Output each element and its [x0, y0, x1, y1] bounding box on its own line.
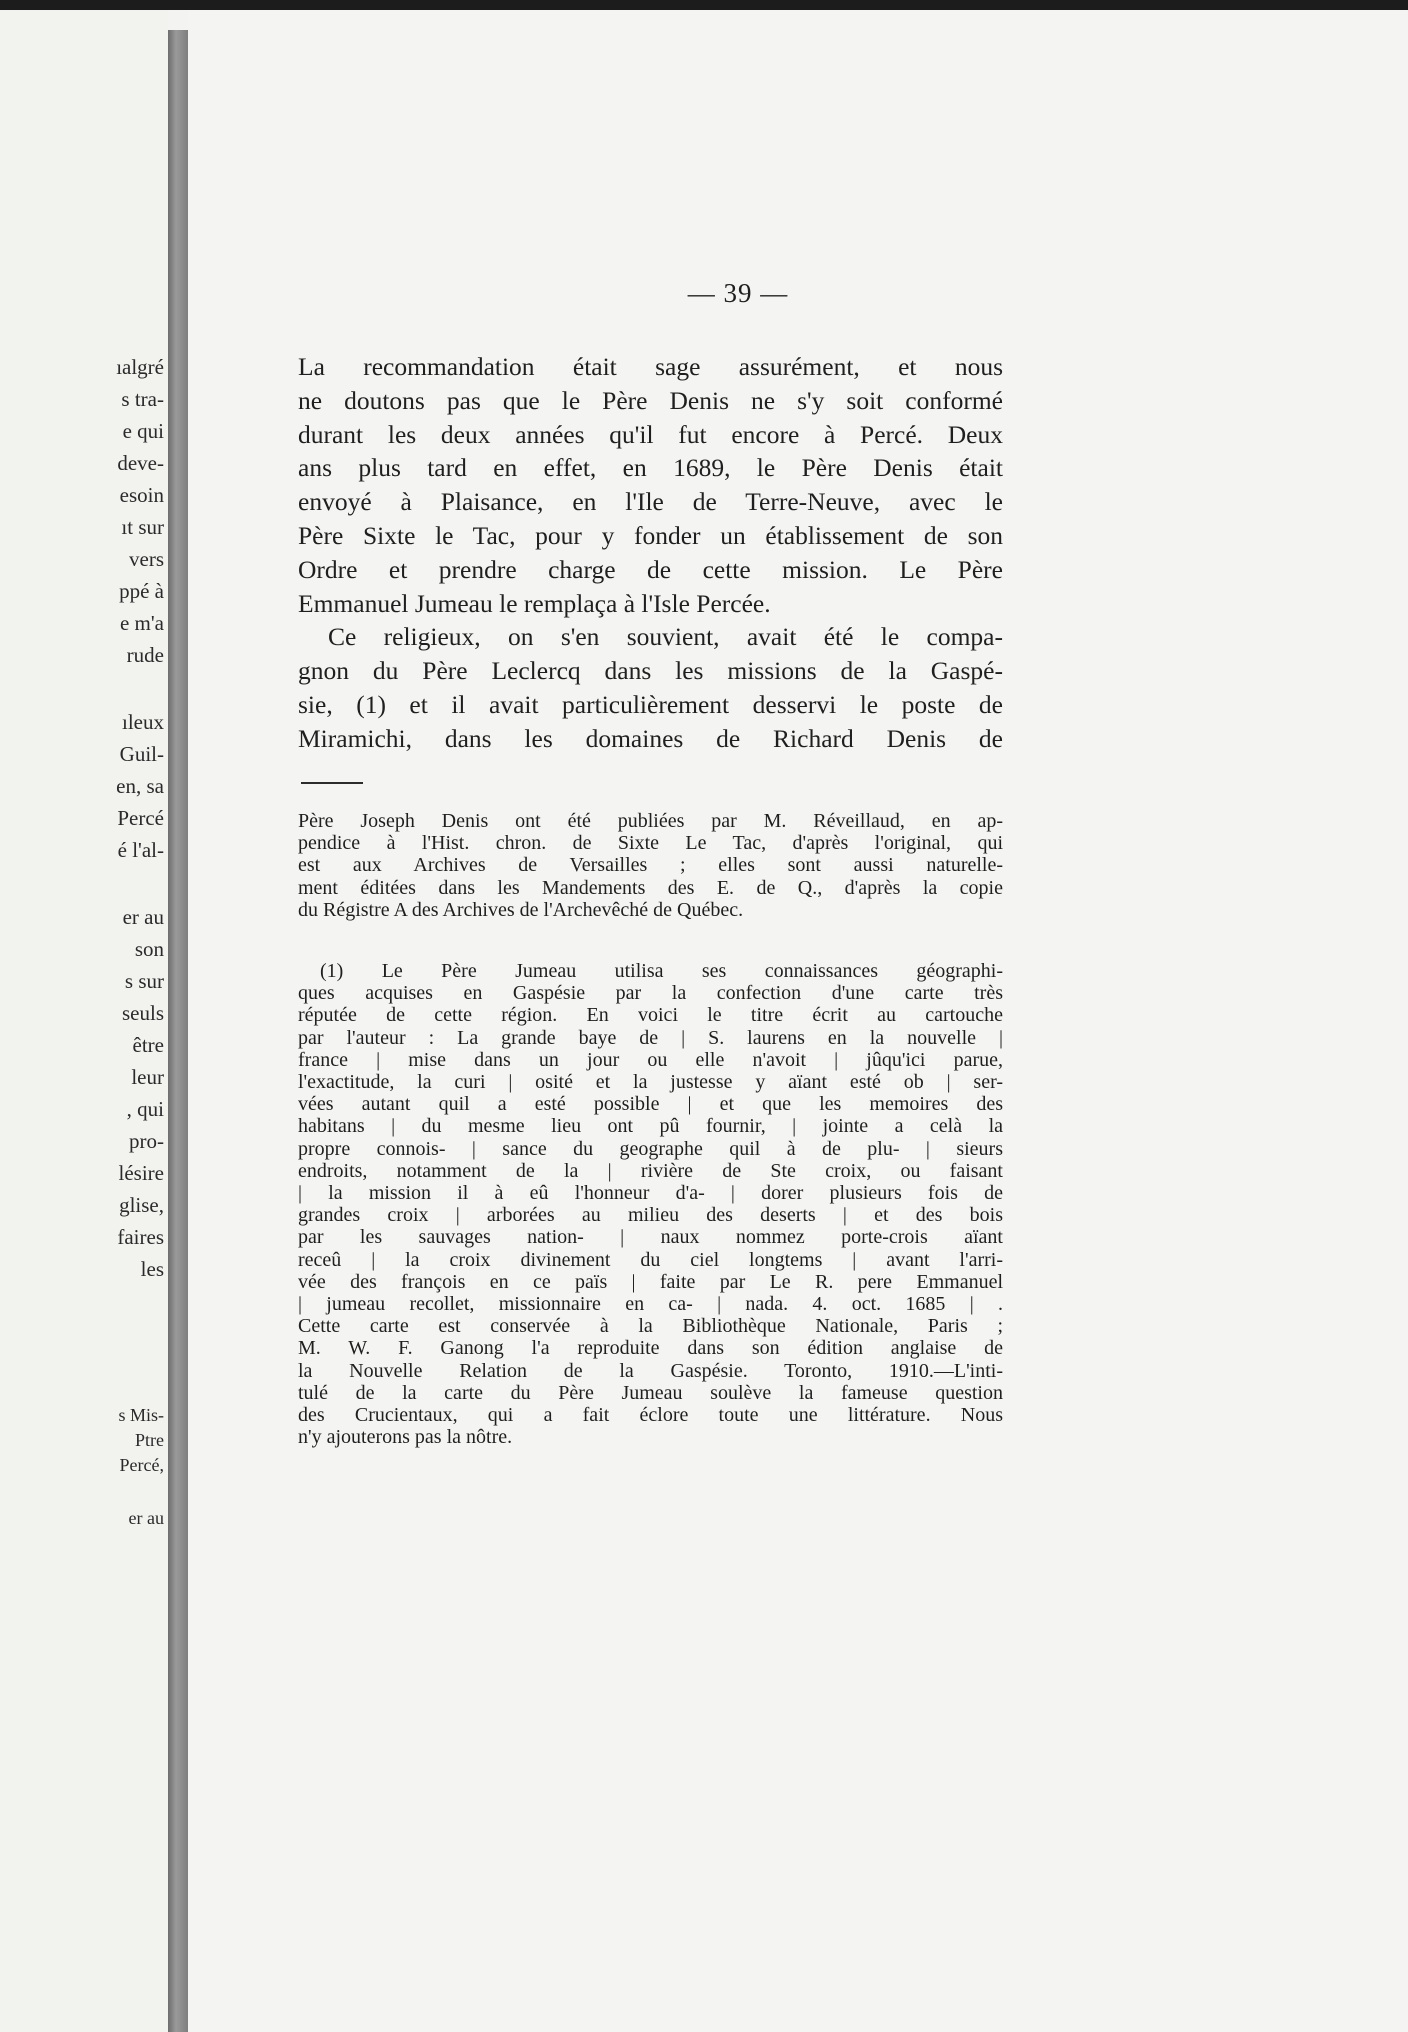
body-line: Père Sixte le Tac, pour y fonder un établissement de son [298, 520, 1003, 550]
footnote-line: vée des françois en ce païs | faite par Le R. pere Emmanuel [298, 1270, 1003, 1293]
footnote-line: Cette carte est conservée à la Bibliothèque Nationale, Paris ; [298, 1315, 1003, 1338]
book-spine [168, 30, 188, 2032]
fragment-line: lésire [118, 1161, 164, 1185]
footnote-line: du Régistre A des Archives de l'Archevêché de Québec. [298, 898, 744, 921]
fragment-line: Ptre [135, 1430, 164, 1450]
footnote-line: habitans | du mesme lieu ont pû fournir, | jointe a celà la [298, 1115, 1003, 1138]
footnote-line: n'y ajouterons pas la nôtre. [298, 1426, 513, 1449]
fragment-line: er au [122, 905, 164, 929]
fragment-line: esoin [119, 483, 164, 507]
fragment-line: er au [128, 1508, 164, 1528]
body-line: gnon du Père Leclercq dans les missions de la Gaspé- [298, 656, 1003, 686]
footnote-line: france | mise dans un jour ou elle n'avoit | jûqu'ici parue, [298, 1048, 1003, 1071]
body-line: sie, (1) et il avait particulièrement desservi le poste de [298, 689, 1003, 719]
fragment-line: é l'al- [117, 838, 164, 862]
body-line: Ordre et prendre charge de cette mission. Le Père [298, 554, 1003, 584]
fragment-line: ıt sur [121, 515, 164, 539]
fragment-line: rude [126, 643, 164, 667]
body-line: Ce religieux, on s'en souvient, avait été le compa- [328, 622, 1003, 652]
fragment-line: e qui [122, 419, 164, 443]
fragment-line: faires [117, 1225, 164, 1249]
footnote-line: endroits, notamment de la | rivière de Ste croix, ou faisant [298, 1159, 1003, 1182]
fragment-line: pro- [129, 1129, 164, 1153]
fragment-line: ıalgré [116, 355, 164, 379]
footnote-line: | la mission il à eû l'honneur d'a- | dorer plusieurs fois de [298, 1182, 1003, 1205]
footnote-line: tulé de la carte du Père Jumeau soulève la fameuse question [298, 1381, 1003, 1404]
body-line: durant les deux années qu'il fut encore à Percé. Deux [298, 419, 1003, 449]
fragment-line: Percé, [119, 1455, 164, 1475]
fragment-line: Guil- [119, 742, 164, 766]
body-line: ne doutons pas que le Père Denis ne s'y soit conformé [298, 385, 1003, 415]
fragment-line: ıleux [122, 710, 164, 734]
footnote-rule [301, 782, 363, 784]
fragment-line: ppé à [119, 579, 164, 603]
footnote-line: receû | la croix divinement du ciel longtems | avant l'arri- [298, 1248, 1003, 1271]
facing-page-edge [0, 10, 168, 2032]
footnote-1 [298, 960, 1003, 1448]
footnote-line: par les sauvages nation- | naux nommez porte-crois aïant [298, 1226, 1003, 1249]
footnote-continued [298, 810, 1003, 921]
body-line: La recommandation était sage assurément, et nous [298, 352, 1003, 381]
footnote-line: Père Joseph Denis ont été publiées par M. Réveillaud, en ap- [298, 810, 1003, 832]
fragment-line: être [132, 1033, 164, 1057]
footnote-line: est aux Archives de Versailles ; elles sont aussi naturelle- [298, 854, 1003, 877]
body-line: ans plus tard en effet, en 1689, le Père Denis était [298, 453, 1003, 483]
footnote-line: (1) Le Père Jumeau utilisa ses connaissances géographi- [320, 960, 1003, 982]
body-line: Miramichi, dans les domaines de Richard Denis de [298, 723, 1003, 753]
fragment-line: e m'a [119, 611, 164, 635]
body-text [298, 350, 1003, 756]
footnote-line: ment éditées dans les Mandements des E. de Q., d'après la copie [298, 876, 1003, 899]
fragment-line: son [134, 937, 164, 961]
fragment-line: deve- [117, 451, 164, 475]
footnote-line: propre connois- | sance du geographe quil à de plu- | sieurs [298, 1137, 1003, 1160]
fragment-line: s sur [124, 969, 164, 993]
scan-top-border [0, 0, 1408, 10]
footnote-line: ques acquises en Gaspésie par la confection d'une carte très [298, 982, 1003, 1005]
footnote-line: | jumeau recollet, missionnaire en ca- | nada. 4. oct. 1685 | . [298, 1293, 1003, 1316]
fragment-line: les [140, 1257, 164, 1281]
fragment-line: vers [129, 547, 164, 571]
footnote-line: la Nouvelle Relation de la Gaspésie. Toronto, 1910.—L'inti- [298, 1359, 1003, 1382]
footnote-line: des Crucientaux, qui a fait éclore toute une littérature. Nous [298, 1404, 1003, 1427]
fragment-line: , qui [126, 1097, 164, 1121]
fragment-line: seuls [122, 1001, 164, 1025]
document-page [188, 10, 1408, 2032]
fragment-line: s tra- [121, 387, 164, 411]
body-line: envoyé à Plaisance, en l'Ile de Terre-Neuve, avec le [298, 487, 1003, 517]
fragment-line: leur [131, 1065, 164, 1089]
footnote-line: réputée de cette région. En voici le titre écrit au cartouche [298, 1004, 1003, 1027]
fragment-line: glise, [119, 1193, 164, 1217]
fragment-line: en, sa [116, 774, 164, 798]
footnote-line: par l'auteur : La grande baye de | S. laurens en la nouvelle | [298, 1026, 1003, 1049]
body-line: Emmanuel Jumeau le remplaça à l'Isle Percée. [298, 588, 771, 618]
page-number: — 39 — [687, 278, 789, 308]
footnote-line: vées autant quil a esté possible | et que les memoires des [298, 1093, 1003, 1116]
fragment-line: Percé [117, 806, 164, 830]
footnote-line: M. W. F. Ganong l'a reproduite dans son édition anglaise de [298, 1337, 1003, 1360]
fragment-line: s Mis- [118, 1405, 164, 1425]
footnote-line: pendice à l'Hist. chron. de Sixte Le Tac, d'après l'original, qui [298, 832, 1003, 855]
footnote-line: l'exactitude, la curi | osité et la justesse y aïant esté ob | ser- [298, 1071, 1003, 1094]
footnote-line: grandes croix | arborées au milieu des deserts | et des bois [298, 1204, 1003, 1227]
